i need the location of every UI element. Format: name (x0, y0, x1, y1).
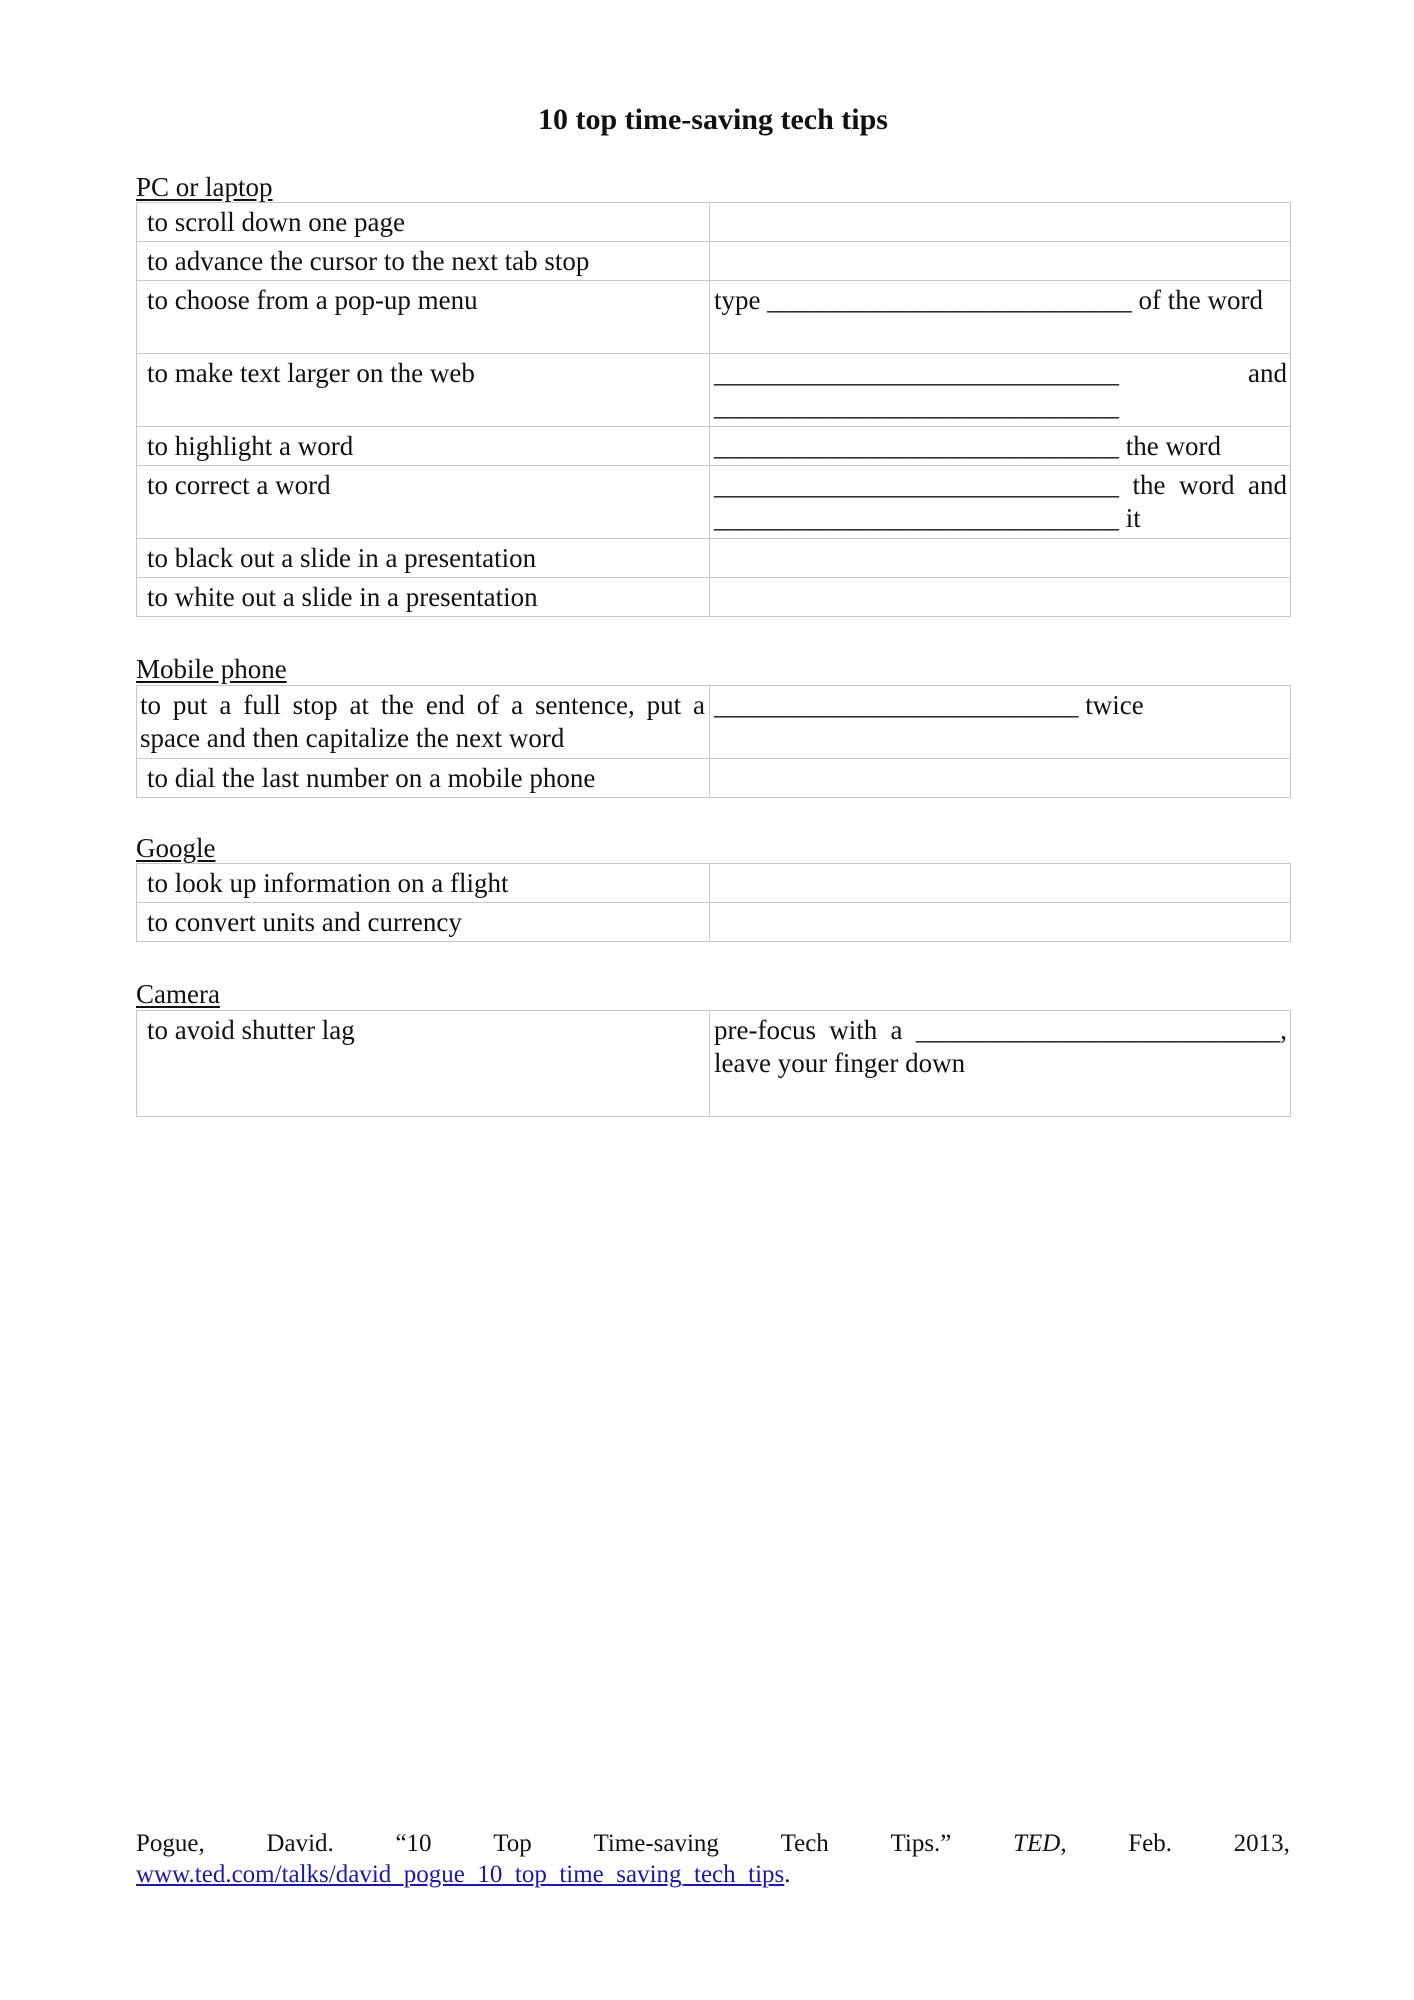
citation-word: Pogue, (136, 1830, 205, 1857)
answer-cell[interactable] (710, 539, 1291, 578)
task-cell: to convert units and currency (137, 903, 710, 942)
citation-word: 2013, (1233, 1830, 1290, 1857)
answer-cell[interactable]: pre-focus with a ___________________________, leave your finger down (710, 1011, 1291, 1117)
task-cell: to choose from a pop-up menu (137, 281, 710, 354)
section-heading-camera: Camera (136, 979, 220, 1009)
citation-url-link[interactable]: www.ted.com/talks/david_pogue_10_top_time_saving_tech_tips (136, 1861, 785, 1888)
citation-word: Time-saving (593, 1830, 719, 1857)
task-cell: to make text larger on the web (137, 354, 710, 427)
table-row (137, 539, 1291, 578)
answer-cell[interactable] (710, 242, 1291, 281)
section-heading-pc-laptop: PC or laptop (136, 172, 273, 202)
section-heading-google: Google (136, 833, 216, 863)
table-pc-laptop (136, 202, 1291, 617)
table-row (137, 759, 1291, 798)
task-cell: to put a full stop at the end of a sentence, put a space and then capitalize the next word (137, 686, 710, 759)
task-cell: to highlight a word (137, 427, 710, 466)
answer-cell[interactable]: ______________________________ the word (710, 427, 1291, 466)
task-cell: to look up information on a flight (137, 864, 710, 903)
table-row (137, 1011, 1291, 1117)
task-cell: to dial the last number on a mobile phone (137, 759, 710, 798)
answer-cell[interactable]: type ___________________________ of the word (710, 281, 1291, 354)
page-title: 10 top time-saving tech tips (538, 103, 888, 136)
answer-cell[interactable]: ______________________________ and ______________________________ (710, 354, 1291, 427)
task-cell: to scroll down one page (137, 203, 710, 242)
answer-cell[interactable]: ______________________________ the word and ______________________________ it (710, 466, 1291, 539)
citation-word: Tech (780, 1830, 829, 1857)
section-heading-mobile-phone: Mobile phone (136, 654, 287, 684)
table-row (137, 864, 1291, 903)
table-row (137, 203, 1291, 242)
answer-cell[interactable]: ___________________________ twice (710, 686, 1291, 759)
citation-word: Top (493, 1830, 532, 1857)
table-row (137, 466, 1291, 539)
table-camera (136, 1010, 1291, 1117)
task-cell: to black out a slide in a presentation (137, 539, 710, 578)
citation-end: . (784, 1861, 791, 1888)
table-row (137, 242, 1291, 281)
table-row (137, 686, 1291, 759)
table-row (137, 578, 1291, 617)
citation-word: Feb. (1128, 1830, 1172, 1857)
citation-separator: , (1060, 1830, 1067, 1857)
table-google (136, 863, 1291, 942)
citation-source (1013, 1828, 1066, 1859)
answer-cell[interactable] (710, 903, 1291, 942)
task-cell: to correct a word (137, 466, 710, 539)
table-mobile-phone (136, 685, 1291, 798)
answer-cell[interactable] (710, 203, 1291, 242)
citation-url-line (136, 1859, 1290, 1890)
answer-cell[interactable] (710, 759, 1291, 798)
answer-cell[interactable] (710, 578, 1291, 617)
task-cell: to advance the cursor to the next tab stop (137, 242, 710, 281)
task-cell: to avoid shutter lag (137, 1011, 710, 1117)
citation-source-title: TED (1013, 1830, 1061, 1857)
table-row (137, 427, 1291, 466)
citation-word: “10 (395, 1830, 432, 1857)
citation-line (136, 1828, 1290, 1859)
table-row (137, 281, 1291, 354)
citation-word: David. (266, 1830, 334, 1857)
task-cell: to white out a slide in a presentation (137, 578, 710, 617)
answer-cell[interactable] (710, 864, 1291, 903)
citation-word: Tips.” (890, 1830, 952, 1857)
table-row (137, 903, 1291, 942)
citation (136, 1828, 1290, 1890)
table-row (137, 354, 1291, 427)
